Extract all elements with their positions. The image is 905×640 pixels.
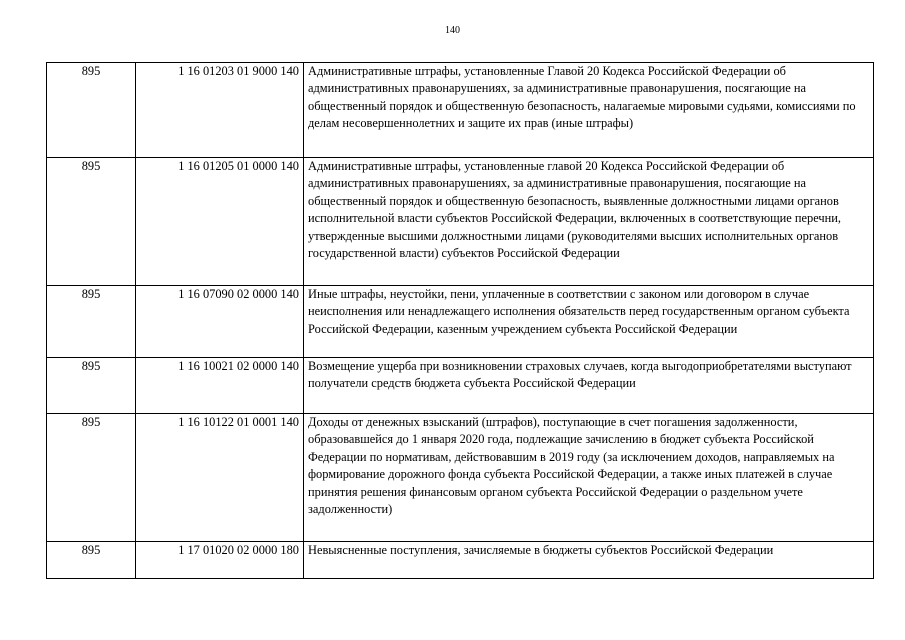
page-number: 140: [445, 25, 460, 36]
revenue-name-cell: Административные штрафы, установленные главой 20 Кодекса Российской Федерации об административных правонарушениях, за административные правонарушения, посягающие на общественный порядок и общественную безопасность, выявленные должностными лицами органов исполнительной власти субъектов Российской Федерации, включенных в соответствующие перечни, утвержденные высшими должностными лицами (руководителями высших исполнительных органов государственной власти) субъектов Российской Федерации: [304, 158, 874, 286]
admin-code-cell: 895: [47, 542, 136, 579]
table-row: [47, 63, 874, 158]
table-row: [47, 158, 874, 286]
revenue-codes-table: [46, 62, 874, 579]
revenue-name-cell: Невыясненные поступления, зачисляемые в бюджеты субъектов Российской Федерации: [304, 542, 874, 579]
revenue-name-cell: Возмещение ущерба при возникновении страховых случаев, когда выгодоприобретателями выступают получатели средств бюджета субъекта Российской Федерации: [304, 358, 874, 414]
budget-code-cell: 1 16 10021 02 0000 140: [136, 358, 304, 414]
budget-code-cell: 1 16 10122 01 0001 140: [136, 414, 304, 542]
revenue-name-cell: Административные штрафы, установленные Главой 20 Кодекса Российской Федерации об административных правонарушениях, за административные правонарушения, посягающие на общественный порядок и общественную безопасность, налагаемые мировыми судьями, комиссиями по делам несовершеннолетних и защите их прав (иные штрафы): [304, 63, 874, 158]
admin-code-cell: 895: [47, 286, 136, 358]
budget-code-cell: 1 16 01205 01 0000 140: [136, 158, 304, 286]
admin-code-cell: 895: [47, 63, 136, 158]
table-row: [47, 414, 874, 542]
table-row: [47, 542, 874, 579]
table-row: [47, 358, 874, 414]
admin-code-cell: 895: [47, 414, 136, 542]
revenue-name-cell: Иные штрафы, неустойки, пени, уплаченные в соответствии с законом или договором в случае неисполнения или ненадлежащего исполнения обязательств перед государственным органом субъекта Российской Федерации, казенным учреждением субъекта Российской Федерации: [304, 286, 874, 358]
table-row: [47, 286, 874, 358]
budget-code-cell: 1 16 07090 02 0000 140: [136, 286, 304, 358]
admin-code-cell: 895: [47, 358, 136, 414]
admin-code-cell: 895: [47, 158, 136, 286]
budget-code-cell: 1 16 01203 01 9000 140: [136, 63, 304, 158]
revenue-name-cell: Доходы от денежных взысканий (штрафов), поступающие в счет погашения задолженности, образовавшейся до 1 января 2020 года, подлежащие зачислению в бюджет субъекта Российской Федерации по нормативам, действовавшим в 2019 году (за исключением доходов, направляемых на формирование дорожного фонда субъекта Российской Федерации, а также иных платежей в случае принятия решения финансовым органом субъекта Российской Федерации о раздельном учете задолженности): [304, 414, 874, 542]
budget-code-cell: 1 17 01020 02 0000 180: [136, 542, 304, 579]
